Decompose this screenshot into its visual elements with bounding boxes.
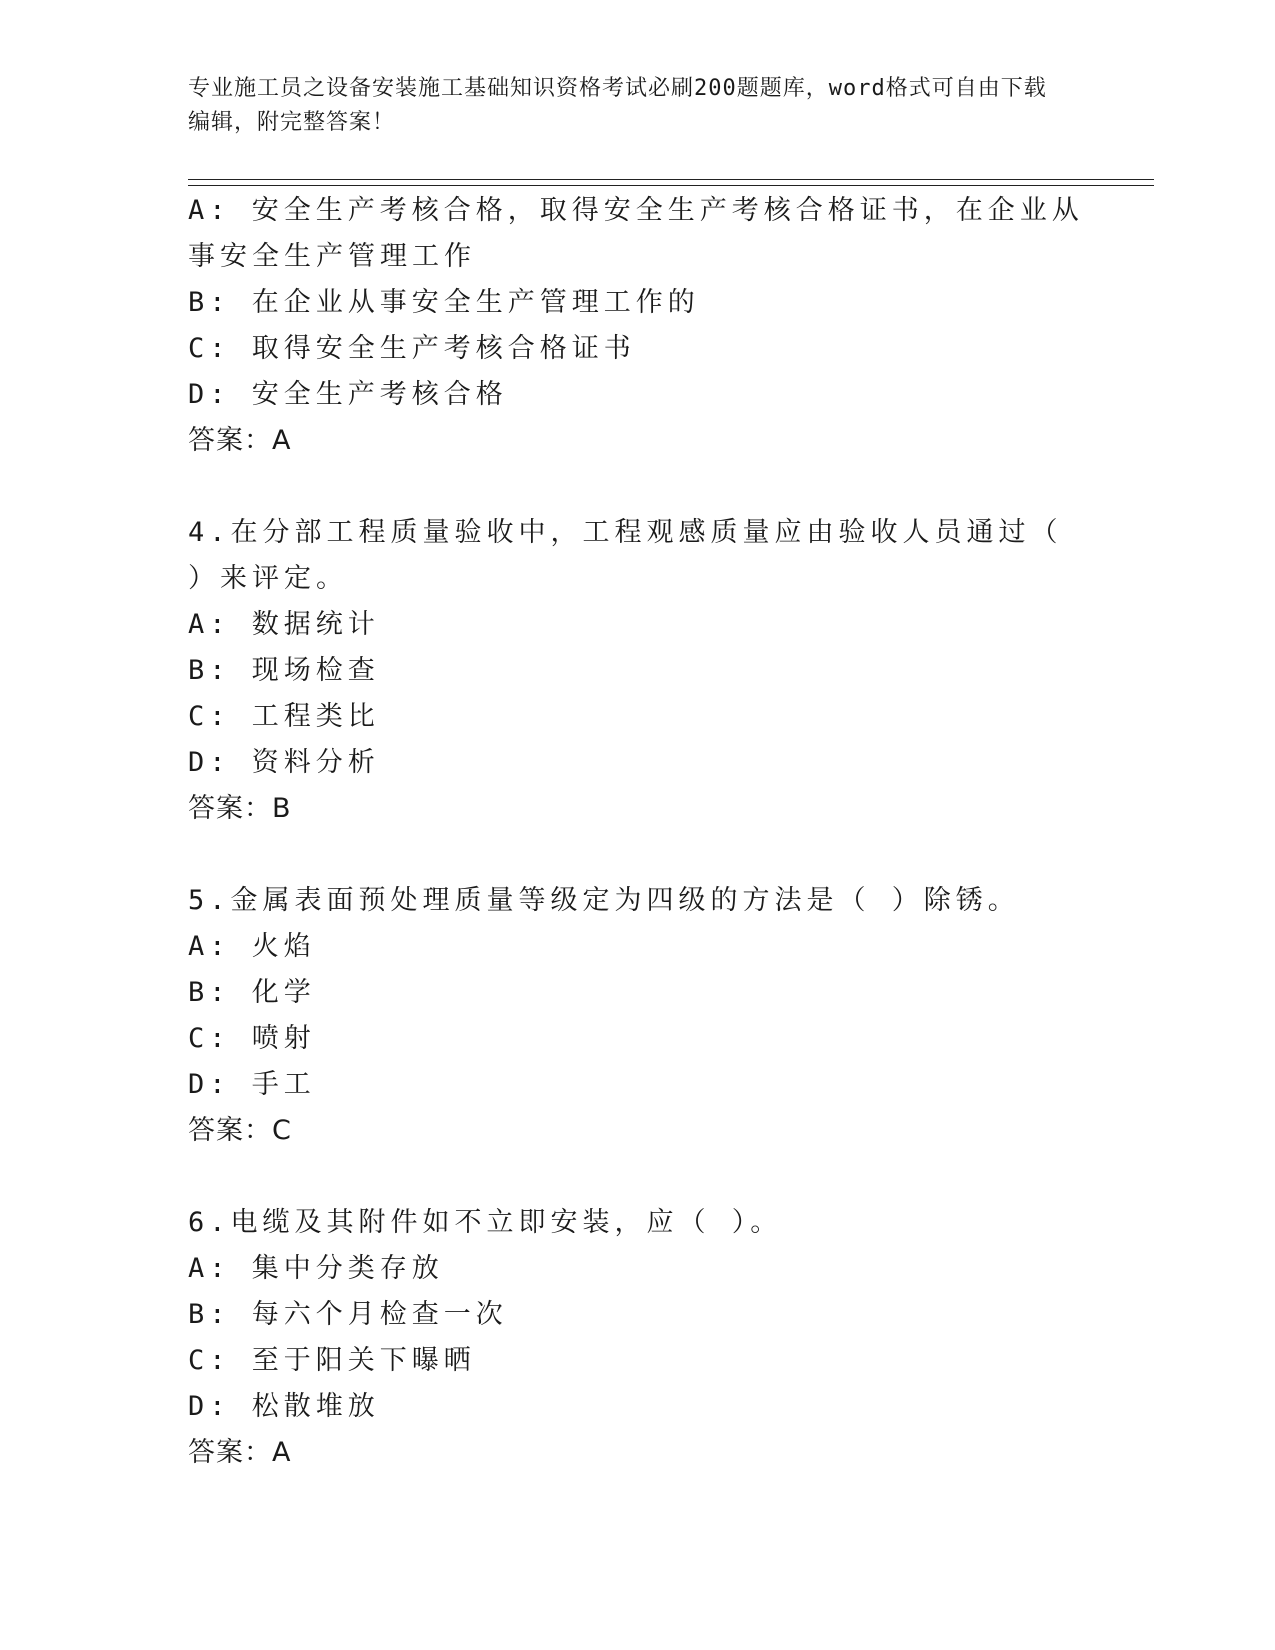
question-5 xyxy=(188,878,1088,1154)
answer: 答案：B xyxy=(188,793,292,824)
question-6 xyxy=(188,1200,1088,1476)
question-3-continued xyxy=(188,188,1088,464)
option-c: C: 取得安全生产考核合格证书 xyxy=(188,333,636,364)
answer: 答案：A xyxy=(188,425,292,456)
spacer xyxy=(188,832,1088,878)
option-d: D: 手工 xyxy=(188,1069,316,1100)
question-text: 5.金属表面预处理质量等级定为四级的方法是（ ）除锈。 xyxy=(188,885,1020,916)
spacer xyxy=(188,1154,1088,1200)
header-divider xyxy=(188,179,1154,186)
option-a: A: 集中分类存放 xyxy=(188,1253,444,1284)
question-list xyxy=(188,188,1088,1476)
option-a: A: 火焰 xyxy=(188,931,316,962)
option-d: D: 松散堆放 xyxy=(188,1391,380,1422)
option-b: B: 每六个月检查一次 xyxy=(188,1299,508,1330)
page-header: 专业施工员之设备安装施工基础知识资格考试必刷200题题库，word格式可自由下载编辑，附完整答案！ xyxy=(188,76,1047,135)
option-d: D: 资料分析 xyxy=(188,747,380,778)
option-a: A: 数据统计 xyxy=(188,609,380,640)
answer: 答案：C xyxy=(188,1115,292,1146)
question-text: 6.电缆及其附件如不立即安装，应（ ）。 xyxy=(188,1207,783,1238)
option-b: B: 在企业从事安全生产管理工作的 xyxy=(188,287,700,318)
option-a: A: 安全生产考核合格，取得安全生产考核合格证书，在企业从事安全生产管理工作 xyxy=(188,195,1084,272)
option-c: C: 工程类比 xyxy=(188,701,380,732)
option-d: D: 安全生产考核合格 xyxy=(188,379,508,410)
option-c: C: 喷射 xyxy=(188,1023,316,1054)
option-b: B: 现场检查 xyxy=(188,655,380,686)
answer: 答案：A xyxy=(188,1437,292,1468)
spacer xyxy=(188,464,1088,510)
option-c: C: 至于阳关下曝晒 xyxy=(188,1345,476,1376)
question-text: 4.在分部工程质量验收中，工程观感质量应由验收人员通过（ ）来评定。 xyxy=(188,517,1063,594)
option-b: B: 化学 xyxy=(188,977,316,1008)
question-4 xyxy=(188,510,1088,832)
